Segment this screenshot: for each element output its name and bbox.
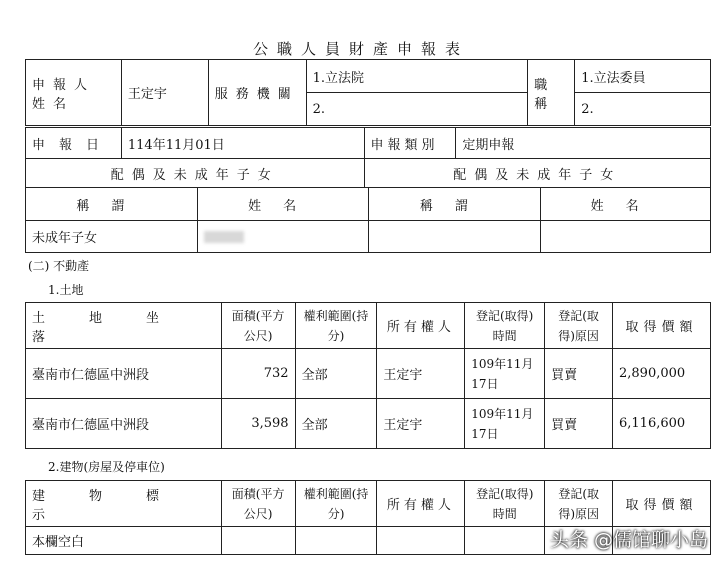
- redaction-blur: [204, 231, 244, 243]
- land-location: 臺南市仁德區中洲段: [26, 349, 222, 399]
- land-col-owner: 所有權人: [377, 303, 465, 349]
- declarant-table: [25, 59, 711, 126]
- agency-label: 服務機關: [208, 60, 306, 126]
- land-date: 109年11月17日: [465, 399, 545, 449]
- land-heading: 1.土地: [48, 283, 84, 297]
- land-col-reason: 登記(取得)原因: [545, 303, 613, 349]
- watermark: 头条 @儒馆聊小岛: [549, 529, 708, 551]
- job-title-1: 1.立法委員: [575, 60, 711, 93]
- building-col-price: 取得價額: [613, 481, 711, 527]
- building-col-date: 登記(取得)時間: [465, 481, 545, 527]
- land-date: 109年11月17日: [465, 349, 545, 399]
- building-col-reason: 登記(取得)原因: [545, 481, 613, 527]
- date-table: [25, 127, 711, 188]
- page-title: 公職人員財產申報表: [252, 40, 469, 58]
- family-relation: 未成年子女: [26, 221, 198, 253]
- real-estate-heading: (二) 不動產: [28, 259, 90, 273]
- land-owner: 王定宇: [377, 399, 465, 449]
- declarant-name: 王定宇: [121, 60, 208, 126]
- agency-1: 1.立法院: [306, 60, 528, 93]
- declaration-date: 114年11月01日: [121, 128, 364, 159]
- building-empty-cell: [295, 527, 377, 555]
- date-label: 申報日: [26, 128, 122, 159]
- relation-header-right: 稱謂: [369, 188, 541, 221]
- building-col-marker: 建物標示: [26, 481, 222, 527]
- building-col-scope: 權利範圍(持分): [295, 481, 377, 527]
- land-reason: 買賣: [545, 399, 613, 449]
- building-heading: 2.建物(房屋及停車位): [48, 460, 165, 474]
- land-col-date: 登記(取得)時間: [465, 303, 545, 349]
- land-col-scope: 權利範圍(持分): [295, 303, 377, 349]
- building-col-area: 面積(平方公尺): [221, 481, 295, 527]
- family-table: [25, 187, 711, 253]
- building-empty-cell: [377, 527, 465, 555]
- land-price: 2,890,000: [613, 349, 711, 399]
- land-reason: 買賣: [545, 349, 613, 399]
- agency-2: 2.: [306, 93, 528, 126]
- name-label: 申報人姓名: [26, 60, 122, 126]
- land-col-location: 土地坐落: [26, 303, 222, 349]
- land-scope: 全部: [295, 399, 377, 449]
- land-price: 6,116,600: [613, 399, 711, 449]
- land-location: 臺南市仁德區中洲段: [26, 399, 222, 449]
- family-name-redacted: [197, 221, 369, 253]
- job-title-2: 2.: [575, 93, 711, 126]
- land-scope: 全部: [295, 349, 377, 399]
- land-table: [25, 302, 711, 449]
- table-row: [26, 399, 711, 449]
- declaration-type: 定期申報: [456, 128, 711, 159]
- land-area: 3,598: [221, 399, 295, 449]
- building-col-owner: 所有權人: [377, 481, 465, 527]
- name-header-right: 姓名: [541, 188, 711, 221]
- job-title-label: 職稱: [528, 60, 575, 126]
- family-empty-cell: [369, 221, 541, 253]
- land-col-area: 面積(平方公尺): [221, 303, 295, 349]
- building-empty-cell: [221, 527, 295, 555]
- family-section-right: 配偶及未成年子女: [364, 159, 710, 188]
- land-col-price: 取得價額: [613, 303, 711, 349]
- type-label: 申報類別: [364, 128, 456, 159]
- building-marker: 本欄空白: [26, 527, 222, 555]
- relation-header-left: 稱謂: [26, 188, 198, 221]
- family-empty-cell: [541, 221, 711, 253]
- name-header-left: 姓名: [197, 188, 369, 221]
- land-owner: 王定宇: [377, 349, 465, 399]
- building-empty-cell: [465, 527, 545, 555]
- table-row: [26, 349, 711, 399]
- land-area: 732: [221, 349, 295, 399]
- family-section-left: 配偶及未成年子女: [26, 159, 365, 188]
